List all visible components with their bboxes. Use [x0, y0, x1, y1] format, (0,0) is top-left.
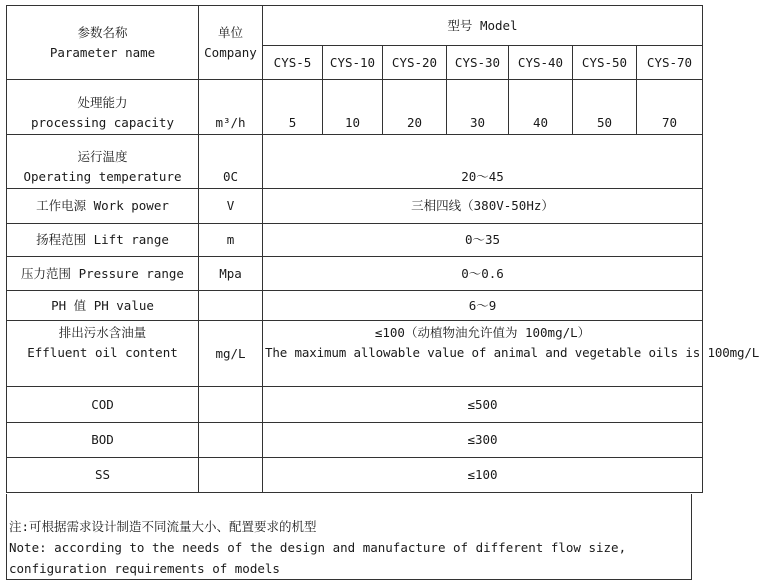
model-header: 型号 Model — [263, 6, 703, 46]
cod-unit — [199, 387, 263, 423]
model-cell: CYS-40 — [509, 46, 573, 80]
ph-name: PH 值 PH value — [7, 291, 199, 321]
capacity-value: 70 — [637, 80, 703, 135]
model-cell: CYS-50 — [573, 46, 637, 80]
lift-value: 0～35 — [263, 224, 703, 257]
lift-unit: m — [199, 224, 263, 257]
capacity-value: 40 — [509, 80, 573, 135]
capacity-name — [7, 80, 199, 135]
capacity-value: 5 — [263, 80, 323, 135]
oil-name — [7, 321, 199, 387]
temperature-name-cn: 运行温度 — [77, 149, 128, 164]
power-value: 三相四线（380V-50Hz） — [263, 189, 703, 224]
footnote — [6, 494, 692, 580]
header-row — [7, 6, 703, 46]
oil-name-cn: 排出污水含油量 — [58, 325, 147, 340]
cod-value: ≤500 — [263, 387, 703, 423]
ss-unit — [199, 458, 263, 493]
pressure-unit: Mpa — [199, 257, 263, 291]
model-cell: CYS-10 — [323, 46, 383, 80]
temperature-value: 20～45 — [263, 135, 703, 189]
cod-row — [7, 387, 703, 423]
model-cell: CYS-70 — [637, 46, 703, 80]
temperature-name — [7, 135, 199, 189]
pressure-value: 0～0.6 — [263, 257, 703, 291]
capacity-value: 10 — [323, 80, 383, 135]
ss-name: SS — [7, 458, 199, 493]
lift-name: 扬程范围 Lift range — [7, 224, 199, 257]
bod-unit — [199, 423, 263, 458]
oil-value-cn: ≤100（动植物油允许值为 100mg/L） — [374, 325, 591, 340]
power-unit: V — [199, 189, 263, 224]
ph-row — [7, 291, 703, 321]
oil-value — [263, 321, 759, 387]
capacity-value: 50 — [573, 80, 637, 135]
capacity-value: 30 — [447, 80, 509, 135]
oil-name-en: Effluent oil content — [27, 345, 178, 360]
unit-header-en: Company — [204, 44, 257, 60]
model-cell: CYS-20 — [383, 46, 447, 80]
power-row — [7, 189, 703, 224]
capacity-row — [7, 80, 703, 135]
bod-row — [7, 423, 703, 458]
param-name-header — [7, 6, 199, 80]
ph-unit — [199, 291, 263, 321]
pressure-name: 压力范围 Pressure range — [7, 257, 199, 291]
unit-header-cn: 单位 — [217, 24, 243, 40]
bod-value: ≤300 — [263, 423, 703, 458]
param-name-header-cn: 参数名称 — [77, 24, 128, 40]
oil-unit: mg/L — [199, 321, 263, 387]
temperature-unit: 0C — [199, 135, 263, 189]
model-cell: CYS-5 — [263, 46, 323, 80]
footnote-en: Note: according to the needs of the design and manufacture of different flow size, configuration requirements of models — [9, 540, 627, 576]
capacity-name-cn: 处理能力 — [77, 95, 128, 110]
ph-value: 6～9 — [263, 291, 703, 321]
model-cell: CYS-30 — [447, 46, 509, 80]
spec-table — [6, 5, 759, 493]
temperature-name-en: Operating temperature — [23, 169, 182, 184]
param-name-header-en: Parameter name — [49, 44, 156, 60]
cod-name: COD — [7, 387, 199, 423]
bod-name: BOD — [7, 423, 199, 458]
capacity-value: 20 — [383, 80, 447, 135]
capacity-unit: m³/h — [199, 80, 263, 135]
ss-row — [7, 458, 703, 493]
temperature-row — [7, 135, 703, 189]
footnote-cn: 注:可根据需求设计制造不同流量大小、配置要求的机型 — [9, 519, 317, 534]
oil-row — [7, 321, 703, 387]
power-name: 工作电源 Work power — [7, 189, 199, 224]
capacity-name-en: processing capacity — [31, 115, 174, 130]
pressure-row — [7, 257, 703, 291]
oil-value-en: The maximum allowable value of animal and vegetable oils is 100mg/L — [265, 345, 759, 360]
lift-row — [7, 224, 703, 257]
unit-header — [199, 6, 263, 80]
ss-value: ≤100 — [263, 458, 703, 493]
